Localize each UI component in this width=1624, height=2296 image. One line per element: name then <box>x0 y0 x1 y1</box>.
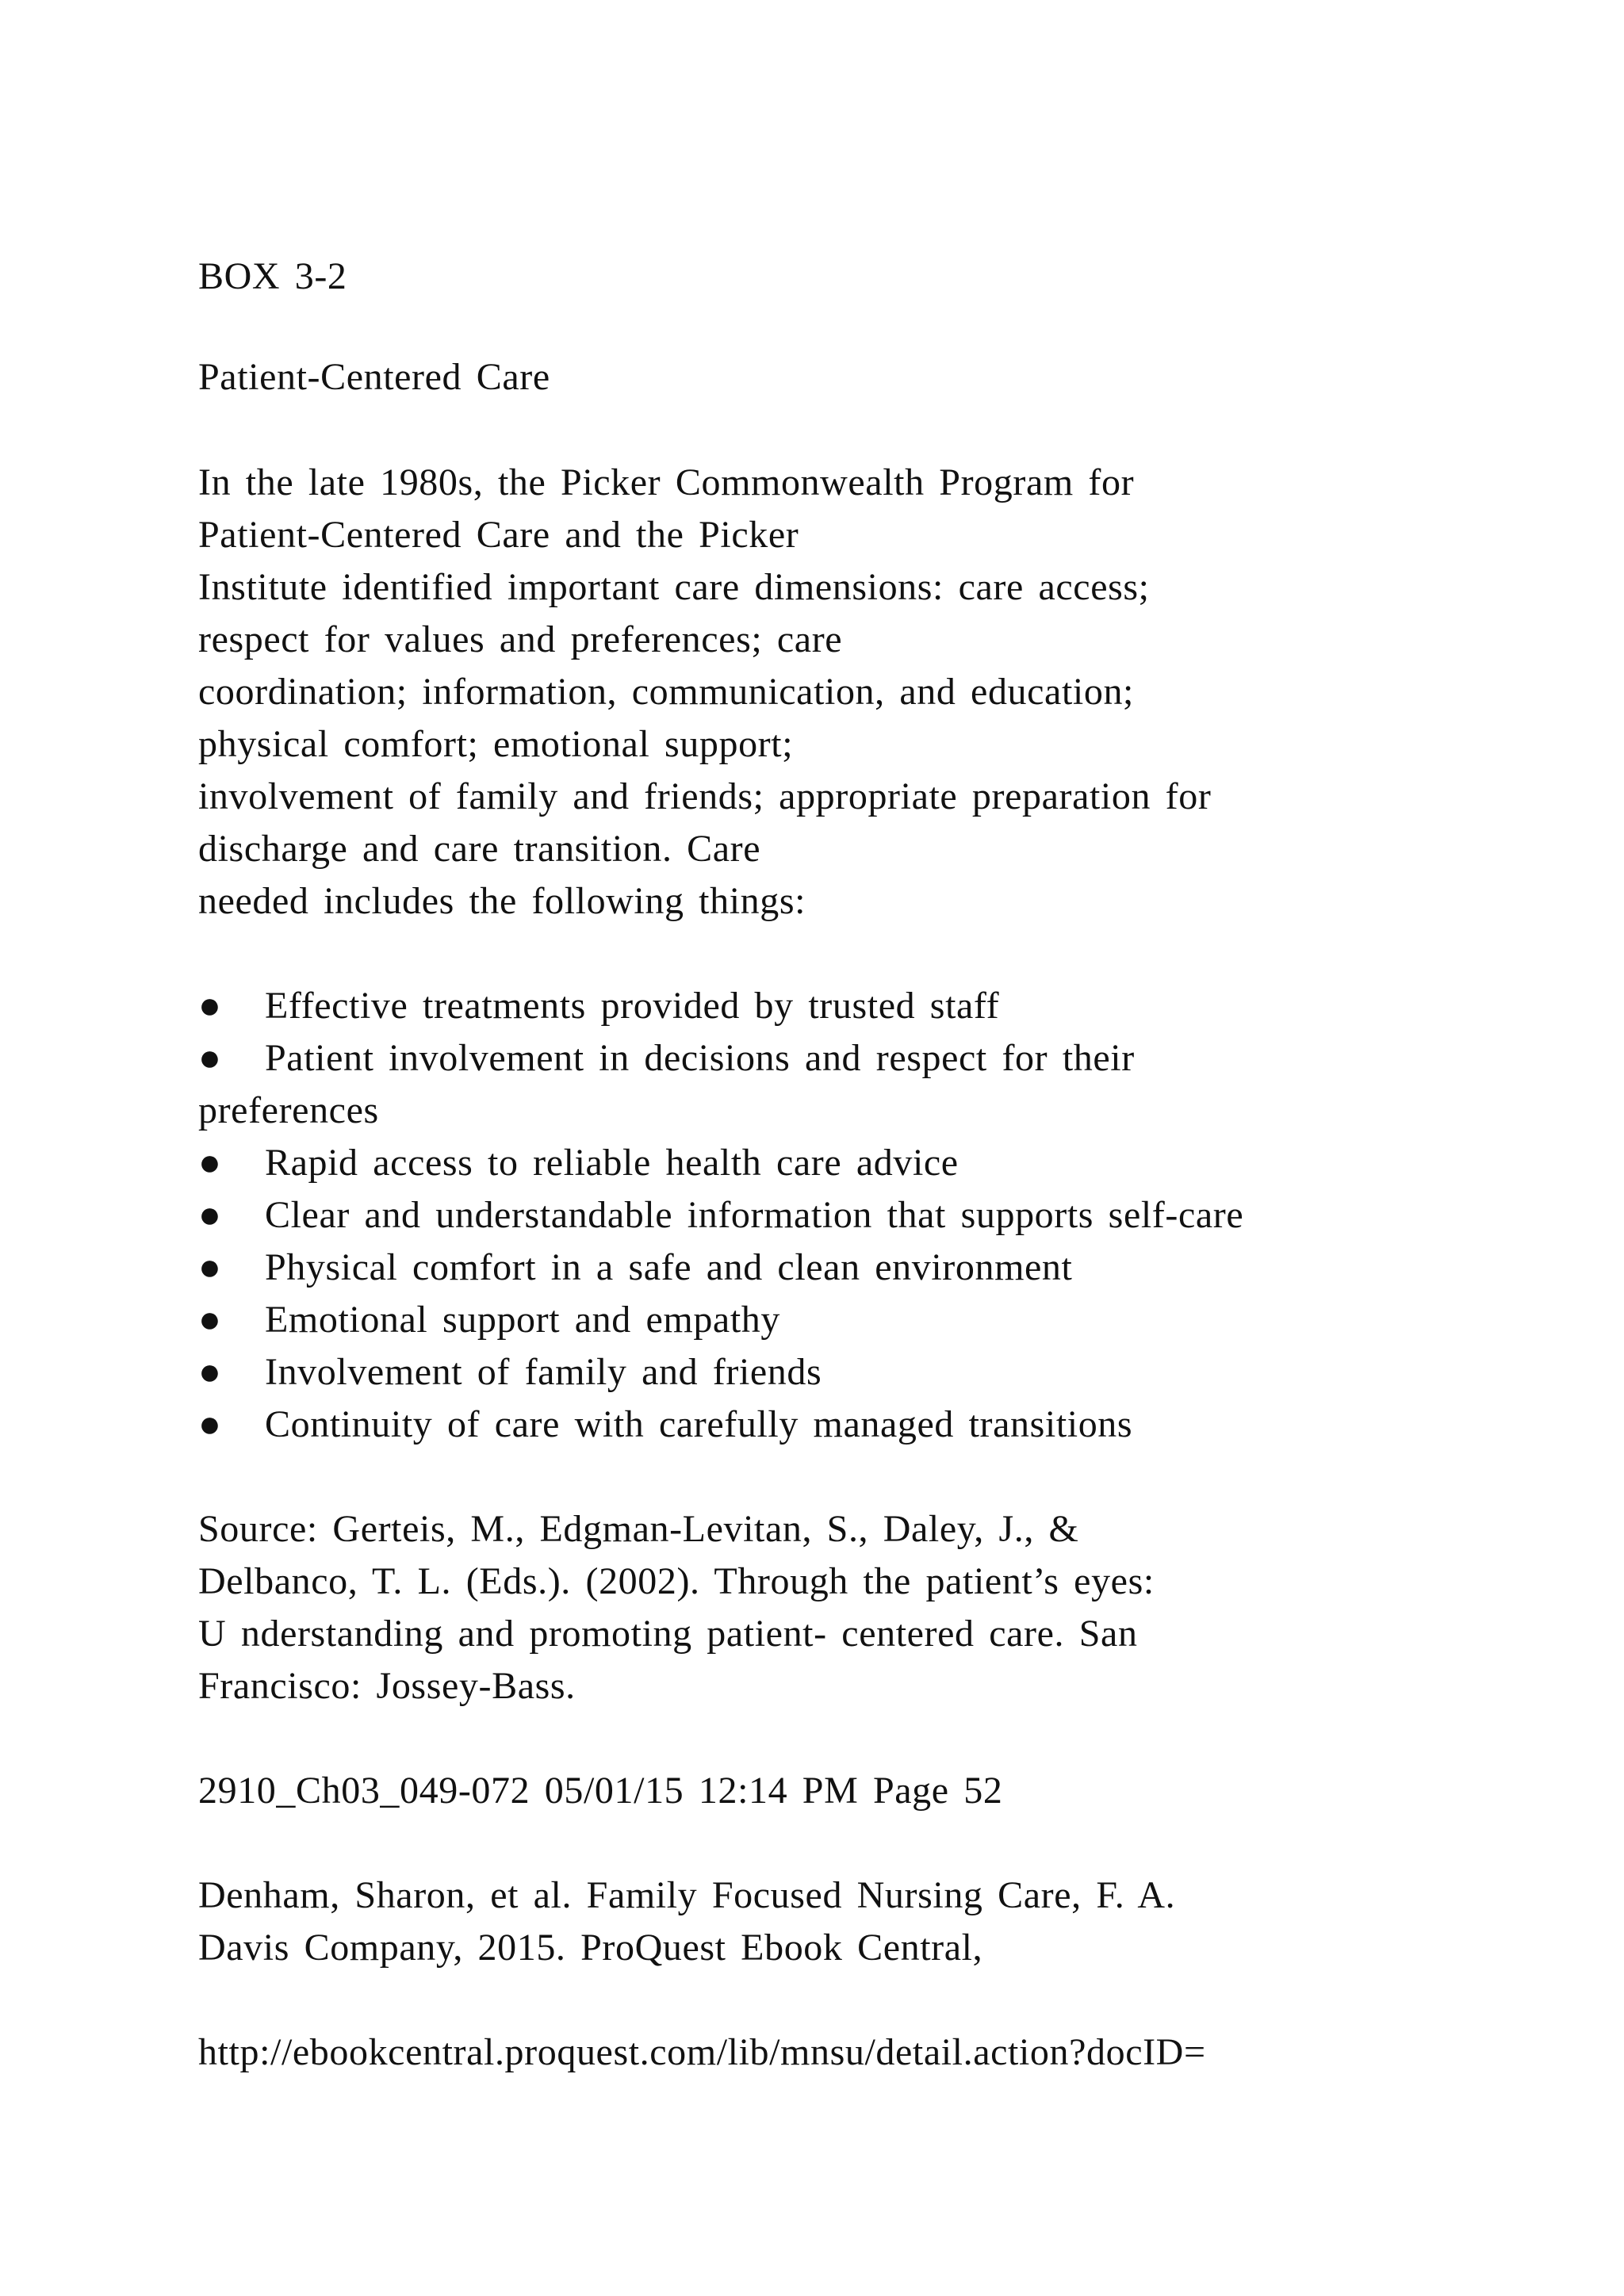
intro-line: In the late 1980s, the Picker Commonwealth Program for <box>198 461 1135 503</box>
bullet-icon: ● <box>198 1403 222 1445</box>
list-item <box>198 1346 822 1399</box>
intro-line: needed includes the following things: <box>198 880 806 922</box>
box-title: Patient-Centered Care <box>198 356 550 398</box>
intro-line: coordination; information, communication, and education; <box>198 671 1134 713</box>
list-item <box>198 1032 1135 1085</box>
list-item <box>198 1137 959 1189</box>
source-url: http://ebookcentral.proquest.com/lib/mnsu/detail.action?docID= <box>198 2031 1206 2073</box>
bullet-icon: ● <box>198 1194 222 1236</box>
list-item-continuation: preferences <box>198 1089 379 1131</box>
bullet-icon: ● <box>198 1037 222 1079</box>
intro-line: respect for values and preferences; care <box>198 618 843 660</box>
bullet-icon: ● <box>198 1142 222 1184</box>
intro-line: discharge and care transition. Care <box>198 828 761 870</box>
bullet-icon: ● <box>198 985 222 1027</box>
list-item-text: Physical comfort in a safe and clean environment <box>265 1246 1073 1288</box>
bullet-icon: ● <box>198 1246 222 1288</box>
source-line: Source: Gerteis, M., Edgman-Levitan, S., Daley, J., & <box>198 1508 1079 1550</box>
page-footer: 2910_Ch03_049-072 05/01/15 12:14 PM Page 52 <box>198 1770 1003 1812</box>
list-item <box>198 1189 1243 1242</box>
bullet-icon: ● <box>198 1299 222 1341</box>
list-item-text: Effective treatments provided by trusted staff <box>265 985 1000 1027</box>
intro-line: involvement of family and friends; appropriate preparation for <box>198 775 1212 817</box>
intro-line: physical comfort; emotional support; <box>198 723 794 765</box>
source-line: Delbanco, T. L. (Eds.). (2002). Through the patient’s eyes: <box>198 1560 1155 1602</box>
source-line: U nderstanding and promoting patient- centered care. San <box>198 1613 1138 1655</box>
box-label: BOX 3-2 <box>198 255 347 297</box>
bullet-icon: ● <box>198 1351 222 1393</box>
list-item <box>198 1242 1072 1294</box>
list-item-text: Rapid access to reliable health care advice <box>265 1142 959 1184</box>
list-item-text: Patient involvement in decisions and respect for their <box>265 1037 1135 1079</box>
list-item-text: Involvement of family and friends <box>265 1351 822 1393</box>
intro-line: Institute identified important care dimensions: care access; <box>198 566 1150 608</box>
list-item-text: Clear and understandable information that supports self-care <box>265 1194 1244 1236</box>
list-item <box>198 1399 1132 1451</box>
intro-line: Patient-Centered Care and the Picker <box>198 514 799 556</box>
list-item-text: Emotional support and empathy <box>265 1299 780 1341</box>
list-item <box>198 1294 780 1346</box>
list-item-text: Continuity of care with carefully managed transitions <box>265 1403 1133 1445</box>
citation-line: Davis Company, 2015. ProQuest Ebook Central, <box>198 1927 983 1969</box>
list-item <box>198 980 999 1032</box>
citation-line: Denham, Sharon, et al. Family Focused Nursing Care, F. A. <box>198 1874 1176 1916</box>
source-line: Francisco: Jossey-Bass. <box>198 1665 576 1707</box>
